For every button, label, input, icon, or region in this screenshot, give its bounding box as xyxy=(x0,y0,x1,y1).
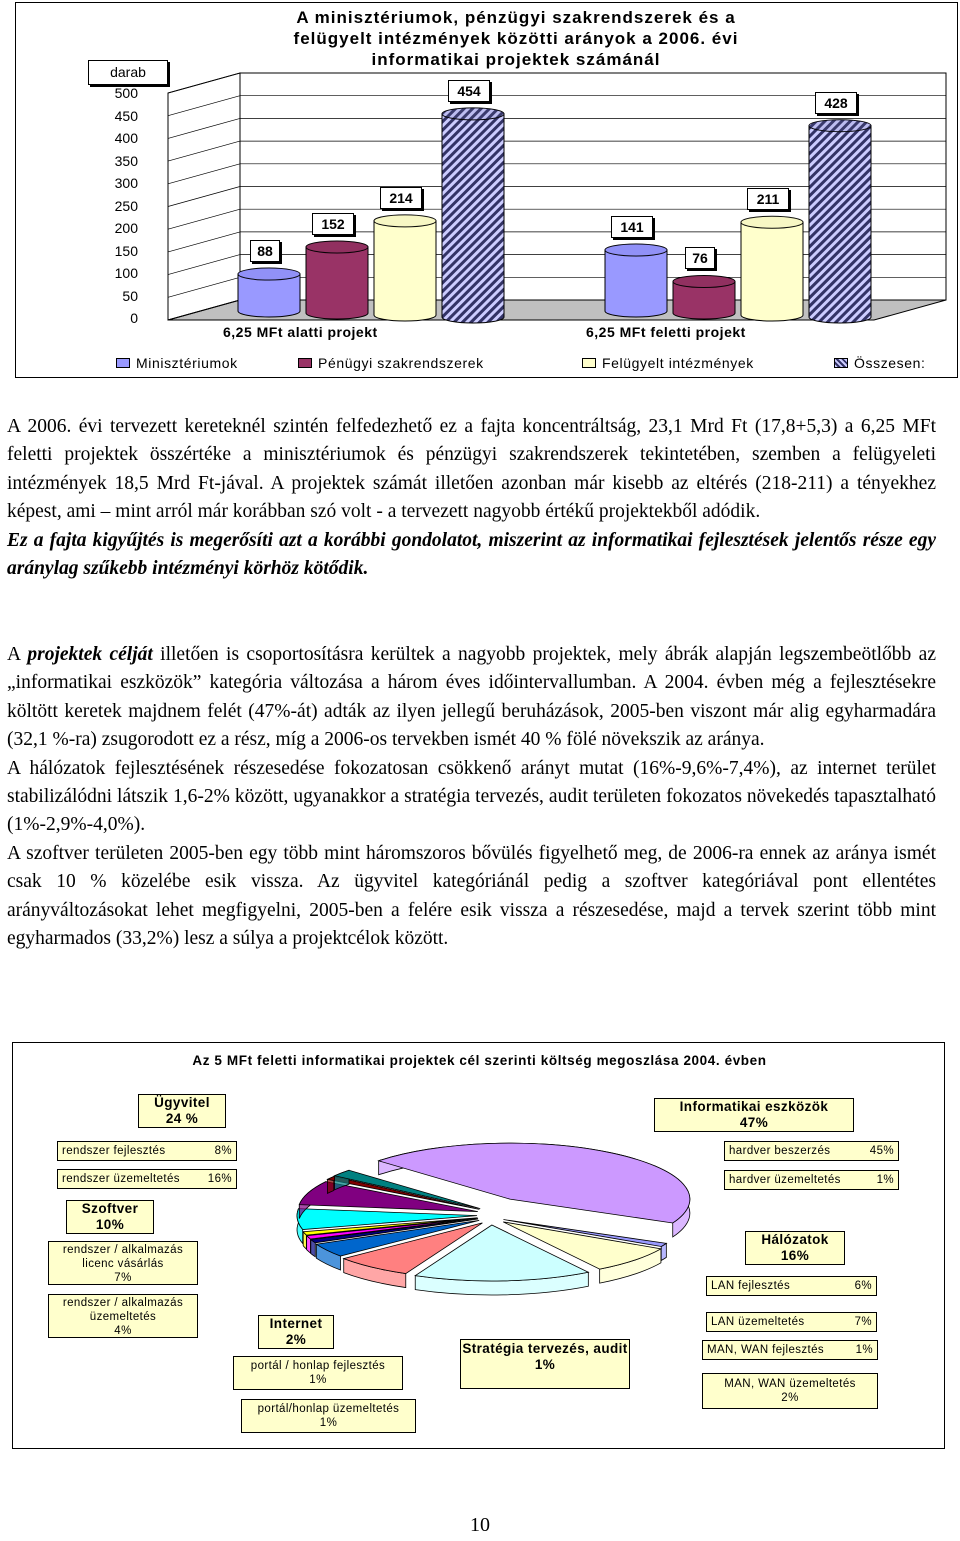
y-tick: 350 xyxy=(114,153,138,169)
bar xyxy=(442,108,504,323)
y-tick: 400 xyxy=(114,130,138,146)
slice-label: portál / honlap fejlesztés 1% xyxy=(233,1356,403,1390)
y-axis-label: darab xyxy=(88,60,168,85)
group-label-internet: Internet 2% xyxy=(258,1315,334,1349)
bar-value-label: 76 xyxy=(685,247,715,269)
slice-label: rendszer üzemeltetés 16% xyxy=(57,1169,237,1189)
gridline xyxy=(168,232,240,252)
legend-item: Felügyelt intézmények xyxy=(582,355,754,371)
bar-value-label: 428 xyxy=(815,92,857,114)
y-tick: 250 xyxy=(114,198,138,214)
bar-top-shade xyxy=(673,275,735,287)
slice-label: hardver üzemeltetés 1% xyxy=(724,1170,899,1190)
legend-item: Összesen: xyxy=(834,355,926,371)
gridline xyxy=(168,209,240,229)
y-tick: 100 xyxy=(114,265,138,281)
bar-body xyxy=(741,222,803,321)
bar-chart-project-counts xyxy=(15,2,958,378)
legend-swatch xyxy=(116,358,130,368)
y-tick: 450 xyxy=(114,108,138,124)
y-tick: 0 xyxy=(130,310,138,326)
legend-swatch xyxy=(582,358,596,368)
bar-value-label: 454 xyxy=(448,80,490,102)
bar xyxy=(809,120,871,323)
bar-body xyxy=(442,114,504,323)
paragraph: A 2006. évi tervezett kereteknél szintén felfedezhető ez a fajta koncentráltság, 23,1 Mrd Ft (17,8+5,3) a 6,25 MFt feletti projektek összértéke a minisztériumok és pénzügyi szakrendszerek tekintetében, szemben a felügyeleti intézmények 18,5 Mrd Ft-jával. A projektek számát illetően azonban már kisebb az eltérés (218-211) a tényekhez képest, ami – mint arról már korábban szó volt - a tervezett nagyobb értékű projektekből adódik. xyxy=(7,416,936,523)
paragraph-block-2 xyxy=(7,641,936,953)
bar-body xyxy=(605,250,667,317)
legend-item: Minisztériumok xyxy=(116,355,238,371)
legend-swatch xyxy=(834,358,848,368)
gridline xyxy=(168,141,240,161)
category-label-above: 6,25 MFt feletti projekt xyxy=(586,324,746,340)
slice-label: rendszer / alkalmazás licenc vásárlás 7% xyxy=(48,1241,198,1285)
bar-top-shade xyxy=(374,215,436,227)
gridline xyxy=(168,118,240,138)
bar-top-shade xyxy=(741,216,803,228)
gridline xyxy=(168,164,240,184)
gridline xyxy=(168,187,240,207)
bar xyxy=(741,216,803,321)
y-tick: 300 xyxy=(114,175,138,191)
slice-label: LAN fejlesztés 6% xyxy=(706,1276,877,1296)
paragraph: A szoftver területen 2005-ben egy több mint háromszoros bővülés figyelhető meg, de 2006-ra ennek az aránya ismét csak 10 % közelébe esik vissza. Az ügyvitel kategóriánál pedig a szoftver kategóriával pont ellentétes arányváltozásokat lehet megfigyelni, 2005-ben a felére esik vissza a részesedése, majd a tervek szerint több mint egyharmados (33,2%) lesz a súlya a projektcélok között. xyxy=(7,842,936,950)
bar-top-shade xyxy=(809,120,871,132)
bar-body xyxy=(374,221,436,321)
gridline xyxy=(168,277,240,297)
bar xyxy=(238,268,300,317)
paragraph-block-1 xyxy=(7,413,936,583)
page-number: 10 xyxy=(470,1514,490,1536)
bar xyxy=(374,215,436,321)
pie-slice-top xyxy=(379,1143,690,1223)
slice-label: hardver beszerzés 45% xyxy=(724,1141,899,1161)
bar-top-shade xyxy=(306,241,368,253)
bar-value-label: 211 xyxy=(747,188,789,210)
bar-top-shade xyxy=(238,268,300,280)
group-label-ugyvitel: Ügyvitel 24 % xyxy=(138,1094,226,1128)
slice-label: MAN, WAN üzemeltetés 2% xyxy=(702,1373,878,1409)
bar xyxy=(673,275,735,319)
bar-body xyxy=(809,126,871,323)
slice-label: rendszer / alkalmazás üzemeltetés 4% xyxy=(48,1294,198,1338)
slice-label: LAN üzemeltetés 7% xyxy=(706,1312,877,1332)
pie-chart-cost-distribution xyxy=(12,1042,945,1449)
bar-top-shade xyxy=(605,244,667,256)
bar-body xyxy=(306,247,368,319)
gridline xyxy=(168,96,240,116)
chart-title: A minisztériumok, pénzügyi szakrendszerek és a felügyelt intézmények közötti arányok a 2006. évi informatikai projektek számánál xyxy=(293,8,739,69)
bar-top-shade xyxy=(442,108,504,120)
bar xyxy=(306,241,368,319)
bar-value-label: 141 xyxy=(611,216,653,238)
bar-value-label: 88 xyxy=(250,240,280,262)
bar-value-label: 152 xyxy=(312,213,354,235)
slice-label: rendszer fejlesztés 8% xyxy=(57,1141,237,1161)
group-label-halozatok: Hálózatok 16% xyxy=(745,1231,845,1265)
group-label-informatikai-eszkozok: Informatikai eszközök 47% xyxy=(654,1098,854,1132)
legend-swatch xyxy=(298,358,312,368)
y-tick: 150 xyxy=(114,243,138,259)
bar-plot-area xyxy=(16,3,959,379)
legend-item: Pénügyi szakrendszerek xyxy=(298,355,484,371)
gridline xyxy=(168,255,240,275)
slice-label: MAN, WAN fejlesztés 1% xyxy=(702,1340,878,1360)
y-tick: 50 xyxy=(122,288,138,304)
y-tick: 500 xyxy=(114,85,138,101)
chart-title: Az 5 MFt feletti informatikai projektek cél szerinti költség megoszlása 2004. évben xyxy=(192,1053,767,1068)
paragraph: A hálózatok fejlesztésének részesedése fokozatosan csökkenő arányt mutat (16%-9,6%-7,4%), az internet terület stabilizálódni látszik 1,6-2% között, ugyanakkor a stratégia tervezés, audit területen fokozatos növekedés tapasztalható (1%-2,9%-4,0%). xyxy=(7,757,936,836)
category-label-below: 6,25 MFt alatti projekt xyxy=(223,324,378,340)
group-label-szoftver: Szoftver 10% xyxy=(66,1200,154,1234)
paragraph-emphasis: Ez a fajta kigyűjtés is megerősíti azt a korábbi gondolatot, miszerint az informatikai fejlesztések jelentős része egy aránylag szűkebb intézményi körhöz kötődik. xyxy=(7,529,936,580)
y-tick: 200 xyxy=(114,220,138,236)
group-label-strategia: Stratégia tervezés, audit 1% xyxy=(460,1339,630,1389)
bar-value-label: 214 xyxy=(380,187,422,209)
bar xyxy=(605,244,667,317)
paragraph: A projektek célját illetően is csoportosításra kerültek a nagyobb projektek, mely ábrák alapján legszembeötlőbb az „informatikai eszközök” kategória változása a három éves időintervallumban. A 2004. évben még a fejlesztésekre költött keretek majdnem felét (47%-át) adták az ilyen jellegű beruházások, 2005-ben viszont már alig egyharmadára (32,1 %-ra) zsugorodott ez a rész, míg a 2006-os tervekben ismét 40 % fölé növekszik az aránya. xyxy=(7,644,936,751)
slice-label: portál/honlap üzemeltetés 1% xyxy=(241,1399,416,1433)
